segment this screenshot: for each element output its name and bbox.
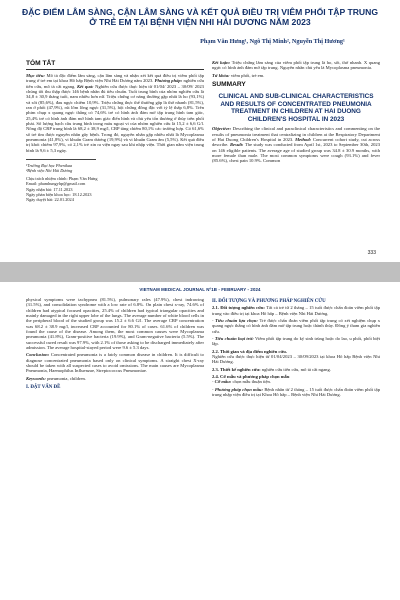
left-column xyxy=(26,60,204,202)
text-2-3: nghiên cứu tiến cứu, mô tả cắt ngang. xyxy=(261,366,331,372)
affiliation-2: ²Bệnh viện Nhi Hải Dương xyxy=(26,168,73,174)
label-ket-luan: Kết luận: xyxy=(212,60,231,65)
date-accepted: Ngày duyệt bài: 22.01.2024 xyxy=(26,196,74,202)
subheading-2-1: 2.1. Đối tượng nghiên cứu: xyxy=(212,305,265,311)
text-tu-khoa: viêm phổi, trẻ em. xyxy=(230,72,265,78)
label-inclusion: - Tiêu chuẩn lựa chọn: xyxy=(212,318,258,324)
text-sample-size: chọn mẫu thuận tiện. xyxy=(232,379,271,385)
subheading-2-4: 2.4. Cỡ mẫu và phương pháp chọn mẫu xyxy=(212,374,290,380)
label-keywords: Keywords: xyxy=(26,375,46,381)
author-list: Phạm Văn Hưng¹, Ngô Thị Minh², Nguyễn Thị Hương¹ xyxy=(200,38,345,45)
corresponding-author: Chịu trách nhiệm chính: Phạm Văn Hưng xyxy=(26,176,98,182)
text-conclusion: Concentrated pneumonia is a fairly common disease in children. It is difficult to diagnose concentrated pneumonia based only on clinical symptoms. A straight chest X-ray should be taken with all suspected cases to avoid omissions. The main causes are Mycoplasma Pneumonia, Haemophilus Influenzae, Streptococcus Pneumoniae. xyxy=(26,352,204,374)
journal-page-333 xyxy=(0,0,400,262)
section-heading-intro: I. ĐẶT VẤN ĐỀ xyxy=(26,385,61,391)
label-phuong-phap: Phương pháp: xyxy=(154,78,183,84)
affiliation-1: ¹Trường Đại học Phenikaa xyxy=(26,163,73,169)
section-heading-methods: II. ĐỐI TƯỢNG VÀ PHƯƠNG PHÁP NGHIÊN CỨU xyxy=(212,299,326,304)
text-objective: Describing the clinical and paraclinical characteristics and commenting on the results of pneumonia treatment that centralizing in children at the Respiratory Department of Hai Duong Children's Hospital in 2023. xyxy=(212,126,380,143)
label-muc-tieu: Mục tiêu: xyxy=(26,73,45,78)
date-reviewed: Ngày phản biện khoa học: 18.12.2023 xyxy=(26,191,92,197)
text-2-1: Tất cả trẻ từ 2 tháng – 15 tuổi được chẩn đoán viêm phổi tập trung vào điều trị tại khoa Hô hấp – Bệnh viện Nhi Hải Dương. xyxy=(212,305,380,316)
right-column xyxy=(212,297,380,400)
abstract-en-continued: physical symptoms were tachypnea (81.5%), pulmonary rales (47.9%), chest indrawing (31.5%), and consolidation syndrome with a low rate of 6.8%. On plain chest x-ray, 74.6% of children had atypical focused opacities, 25.4% of children had typical triangular opacities and mainly damaged in the right upper lobe of the lungs. The average number of white blood cells in the peripheral blood of the studied group was 15.2 ± 6.6 G/l. The average CRP concentration was 68.2 ± 38.9 mg/l, increased CRP accounted for 80.1% of cases. 61.6% of children was found the cause of the disease. Among them, the most common causes were Mycoplasma pneumonia (41.8%), Gram-positive bacteria (19.9%), and Gram-negative bacteria (5.5%). The successful cured result was 97.9%, with 2.1% of those asking to be discharged immediately after admission. The average hospital-stayed period were 9.6 ± 5.3 days. xyxy=(26,297,204,351)
label-ket-qua: Kết quả: xyxy=(76,83,94,89)
subheading-2-3: 2.3. Thiết kế nghiên cứu: xyxy=(212,366,261,372)
label-sample-size: - Cỡ mẫu: xyxy=(212,379,232,385)
keywords-en xyxy=(26,376,204,381)
text-ket-qua: Nghiên cứu được thực hiện từ 01/04/ 2023 – 30/09/ 2023 chúng tôi thu thập được 146 bệnh nhân đủ tiêu chuẩn. Tuổi trung bình của nhóm nghiên cứu là 34,8 ± 30,9 tháng tuổi, nam nhiều hơn nữ. Triệu chứng cơ năng thường gặp nhất là ho (93,1%) và sốt (85,6%), đau ngực chiếm 10,9%. Triệu chứng thực thể thường gặp là thở nhanh (81,5%), ran ở phổi (47,9%), rút lõm lồng ngực (31,5%), hội chứng đông đặc với tỷ lệ thấp 6,8%. Trên phim chụp x quang ngực thẳng có 74,6% trẻ có hình ảnh đám mờ tập trung hình tam giác, 25,4% trẻ có hình ảnh đám mờ hình tam giác điển hình và chủ yếu tổn thương ở thùy trên phổi phải. Số lượng bạch cầu trung bình trong máu ngoại vi của nhóm nghiên cứu là 15,2 ± 6,6 G/l. Nồng độ CRP trung bình là 68,2 ± 38,9 mg/l, CRP tăng chiếm 80,1% các trường hợp. Có 61,6% số trẻ tìm được nguyên nhân gây bệnh. Trong đó, nguyên nhân gặp nhiều nhất là Mycoplasma pneumonia (41,8%), vi khuẩn Gram dương (19,9%) và vi khuẩn Gram âm (5,5%). Kết quả điều trị khỏi chiếm 97,9%, có 2,1% trẻ xin ra viện ngay sau khi nhập viện. Thời gian nằm viện trung bình là 9,6 ± 5,3 ngày. xyxy=(26,83,204,153)
abstract-heading-vi: TÓM TẮT xyxy=(26,60,204,70)
journal-page-334 xyxy=(0,282,400,600)
paragraph-sampling xyxy=(212,387,380,398)
paragraph-sample-size xyxy=(212,379,380,384)
right-column xyxy=(212,60,380,166)
text-method: Concurrent cohort study, cut across describe. xyxy=(212,137,380,148)
abstract-en-body xyxy=(212,126,380,163)
date-received: Ngày nhận bài: 17.11.2023 xyxy=(26,186,73,192)
paragraph-inclusion xyxy=(212,318,380,334)
label-method: Method: xyxy=(295,137,312,143)
label-objective: Objective: xyxy=(212,126,232,132)
abstract-en-conclusion xyxy=(26,352,204,373)
page-number: 333 xyxy=(367,250,376,256)
running-header: VIETNAM MEDICAL JOURNAL Nº1B - FEBRUARY - 2024 xyxy=(139,287,261,292)
label-sampling: - Phương pháp chọn mẫu: xyxy=(212,386,264,392)
corresponding-email: Email: phamhungyhp@gmail.com xyxy=(26,181,86,187)
article-title-vi: ĐẶC ĐIỂM LÂM SÀNG, CẬN LÂM SÀNG VÀ KẾT QUẢ ĐIỀU TRỊ VIÊM PHỔI TẬP TRUNG Ở TRẺ EM TẠI BỆNH VIỆN NHI HẢI DƯƠNG NĂM 2023 xyxy=(22,7,379,27)
label-exclusion: - Tiêu chuẩn loại trừ: xyxy=(212,336,254,342)
summary-heading: SUMMARY xyxy=(212,81,246,89)
subheading-2-2: 2.2. Thời gian và địa điểm nghiên cứu. xyxy=(212,348,287,354)
label-result: Result: xyxy=(229,142,244,148)
text-exclusion: Viêm phổi tập trung do ký sinh trùng hoặc do lao, u phổi, phổi biệt lập. xyxy=(212,336,381,347)
footnote-divider xyxy=(26,159,96,160)
paragraph-exclusion xyxy=(212,336,380,347)
paragraph-2-1 xyxy=(212,305,380,316)
keywords-vi xyxy=(212,73,380,78)
abstract-vi-body xyxy=(26,73,204,153)
article-title-en: CLINICAL AND SUB-CLINICAL CHARACTERISTICS AND RESULTS OF CONCENTRATED PNEUMONIA TREATMENT IN CHILDREN AT HAI DUONG CHILDREN'S HOSPITAL IN 2023 xyxy=(218,93,374,123)
text-result: The study was conducted from April 1st, 2023 to September 30th, 2023 on 146 eligible patients. The average age of studied group was 34.8 ± 30.9 months, with more female than male. The most common symptoms were cough (93.1%) and fever (85.6%), chest pain 10.9%. Common xyxy=(212,142,380,164)
text-2-2: Nghiên cứu được thực hiện từ 01/04/2023 – 30/09/2023 tại khoa Hô hấp Bệnh viện Nhi Hải Dương. xyxy=(212,354,380,365)
paragraph-2-3 xyxy=(212,367,380,372)
text-muc-tieu: Mô tả đặc điểm lâm sàng, cận lâm sàng và nhận xét kết quả điều trị viêm phổi tập trung ở trẻ em tại khoa Hô hấp Bệnh viện Nhi Hải Dương năm 2023. xyxy=(26,73,204,84)
text-keywords: pneumonia, children. xyxy=(47,375,86,381)
left-column xyxy=(26,297,204,392)
label-tu-khoa: Từ khóa: xyxy=(212,72,230,78)
label-conclusion: Conclusion: xyxy=(26,352,50,358)
text-phuong-phap: nghiên cứu tiến cứu, mô tả cắt ngang. xyxy=(26,78,205,89)
text-sampling: Bệnh nhân từ 2 tháng – 15 tuổi được chẩn đoán viêm phổi tập trung nhập viện điều trị tại Khoa Hô hấp – Bệnh viện Nhi Hải Dương. xyxy=(212,386,380,398)
text-inclusion: Trẻ được chẩn đoán viêm phổi tập trung có xét nghiệm chụp x quang ngực thẳng có hình ảnh đám mờ tập trung hoặc thành thùy. Đồng ý tham gia nghiên cứu. xyxy=(212,318,380,334)
paragraph-2-2 xyxy=(212,349,380,365)
text-ket-luan: Triệu chứng lâm sàng của viêm phổi tập trung là ho, sốt, thở nhanh. X quang ngực có hình ảnh đám mờ tập trung. Nguyên nhân chủ yếu là Mycoplasma pneumonia. xyxy=(212,60,380,71)
abstract-vi-conclusion xyxy=(212,60,380,71)
